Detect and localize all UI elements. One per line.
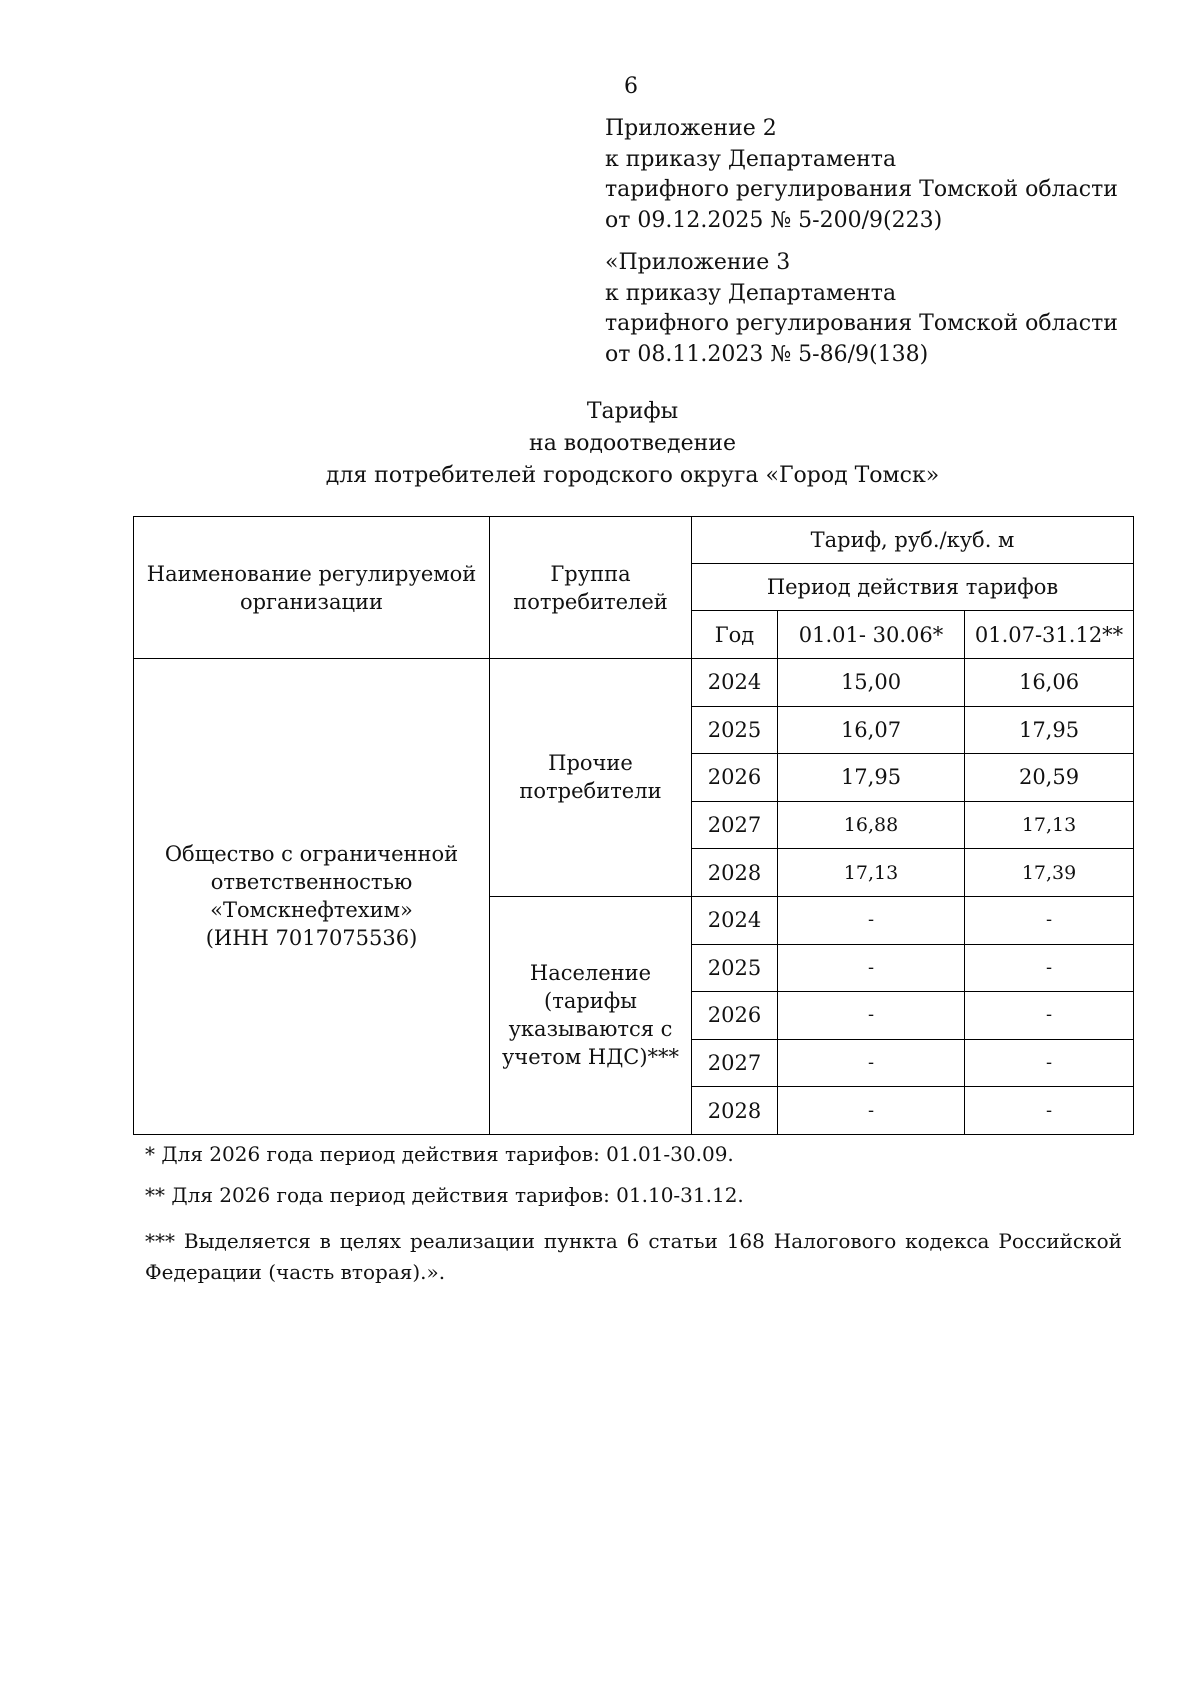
consumer-group-cell [490,659,692,897]
consumer-group-line: (тарифы [544,989,637,1014]
tariff-period-1-cell: - [778,896,965,944]
footnote-3 [145,1226,1122,1288]
header-group-line: потребителей [513,589,668,614]
organization-cell [134,659,490,1135]
header-organization-line: организации [239,589,384,614]
tariff-period-1-cell: - [778,944,965,992]
tariff-period-1-cell: - [778,1039,965,1087]
header-group-line: Группа [550,561,631,586]
tariff-period-2-cell: - [965,1039,1134,1087]
footnote-text: ** Для 2026 года период действия тарифов: 01.10-31.12. [145,1183,744,1207]
header-period-1: 01.01- 30.06* [778,611,965,659]
tariff-period-1-cell: - [778,1087,965,1135]
header-row [134,517,1134,564]
organization-line: Общество с ограниченной [164,842,459,867]
year-cell: 2026 [692,754,778,802]
tariff-period-1-cell: 15,00 [778,659,965,707]
tariff-period-1-cell: - [778,992,965,1040]
header-period-2: 01.07-31.12** [965,611,1134,659]
tariff-period-1-cell: 16,07 [778,706,965,754]
header-period: Период действия тарифов [692,564,1134,611]
header-consumer-group [490,517,692,659]
footnote-text: * Для 2026 года период действия тарифов: 01.01-30.09. [145,1142,734,1166]
tariff-period-2-cell: 17,39 [965,849,1134,897]
tariff-table [133,516,1134,1135]
consumer-group-line: указываются с [508,1017,673,1042]
appendix-line: тарифного регулирования Томской области [605,177,1118,203]
table-row [134,659,1134,707]
year-cell: 2026 [692,992,778,1040]
title-line: для потребителей городского округа «Город Томск» [325,463,940,488]
appendix-ref-line: тарифного регулирования Томской области [605,311,1118,337]
organization-line: (ИНН 7017075536) [205,926,418,951]
footnote-text: *** Выделяется в целях реализации пункта 6 статьи 168 Налогового кодекса Российской [145,1229,1122,1253]
tariff-period-1-cell: 17,95 [778,754,965,802]
appendix-line: от 09.12.2025 № 5-200/9(223) [605,208,943,234]
tariff-period-2-cell: 20,59 [965,754,1134,802]
header-tariff: Тариф, руб./куб. м [692,517,1134,564]
header-organization-line: Наименование регулируемой [146,561,477,586]
appendix-line: к приказу Департамента [605,146,897,172]
tariff-period-2-cell: 17,13 [965,801,1134,849]
footnote-text: Федерации (часть вторая).». [145,1260,446,1284]
appendix-header [605,114,1118,237]
header-organization [134,517,490,659]
year-cell: 2025 [692,944,778,992]
year-cell: 2028 [692,849,778,897]
tariff-period-2-cell: - [965,944,1134,992]
appendix-ref-line: «Приложение 3 [605,250,791,275]
organization-line: ответственностью [210,870,413,895]
appendix-ref-line: от 08.11.2023 № 5-86/9(138) [605,342,929,368]
title-line: на водоотведение [529,431,736,456]
consumer-group-line: потребители [519,779,662,804]
title-line: Тарифы [586,399,679,424]
document-title [133,396,1132,492]
page-number: 6 [624,74,638,99]
tariff-period-2-cell: - [965,1087,1134,1135]
consumer-group-line: Население [529,961,652,986]
header-year: Год [692,611,778,659]
tariff-period-2-cell: 17,95 [965,706,1134,754]
tariff-period-1-cell: 17,13 [778,849,965,897]
appendix-line: Приложение 2 [605,116,777,141]
footnote-1 [145,1139,1122,1170]
year-cell: 2025 [692,706,778,754]
year-cell: 2028 [692,1087,778,1135]
tariff-period-2-cell: 16,06 [965,659,1134,707]
organization-line: «Томскнефтехим» [210,898,413,923]
footnote-2 [145,1180,1122,1211]
consumer-group-line: учетом НДС)*** [501,1045,680,1070]
tariff-period-2-cell: - [965,992,1134,1040]
tariff-period-2-cell: - [965,896,1134,944]
year-cell: 2027 [692,801,778,849]
tariff-period-1-cell: 16,88 [778,801,965,849]
year-cell: 2027 [692,1039,778,1087]
consumer-group-line: Прочие [548,751,633,776]
year-cell: 2024 [692,659,778,707]
appendix-ref-line: к приказу Департамента [605,280,897,306]
appendix-reference [605,248,1118,371]
year-cell: 2024 [692,896,778,944]
consumer-group-cell [490,896,692,1134]
